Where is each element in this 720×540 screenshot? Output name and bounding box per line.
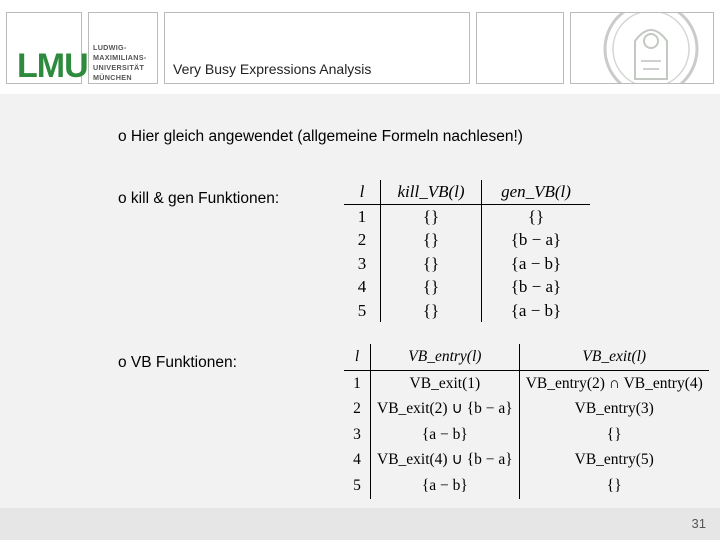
table-cell: {} — [606, 476, 622, 494]
table-row — [344, 204, 590, 228]
table-cell: {} — [381, 228, 482, 252]
table-row — [344, 396, 709, 422]
column-header: VB_exit(l) — [519, 344, 709, 370]
table-cell: {} — [381, 275, 482, 299]
page-number: 31 — [691, 516, 706, 531]
table-cell: 3 — [344, 422, 371, 448]
table-cell: 5 — [344, 473, 371, 499]
logo-box — [6, 12, 88, 85]
table-cell: {} — [381, 204, 482, 228]
table-cell: 3 — [344, 252, 381, 276]
table-cell: {} — [381, 252, 482, 276]
university-line: UNIVERSITÄT — [93, 63, 145, 72]
university-line: LUDWIG- — [93, 43, 127, 52]
table-row — [344, 299, 590, 323]
table-header-row — [344, 180, 590, 204]
table-row — [344, 473, 709, 499]
table-row — [344, 370, 709, 396]
table-cell: VB_entry(3) — [574, 400, 654, 418]
table-row — [344, 228, 590, 252]
table-cell: {a − b} — [510, 253, 562, 273]
table-cell: VB_entry(2) ∩ VB_entry(4) — [525, 374, 703, 392]
table-row — [344, 252, 590, 276]
table-cell: {a − b} — [371, 422, 520, 448]
bullet-vb: o VB Funktionen: — [118, 354, 237, 371]
table-cell: {} — [606, 425, 622, 443]
table-cell: 4 — [344, 275, 381, 299]
column-header: VB_entry(l) — [371, 344, 520, 370]
table-row — [344, 275, 590, 299]
university-name-box — [88, 12, 158, 84]
column-header: l — [344, 180, 381, 204]
table-cell: {} — [527, 206, 545, 226]
university-seal-icon — [591, 12, 711, 84]
bullet-formulas: o Hier gleich angewendet (allgemeine Formeln nachlesen!) — [118, 128, 523, 145]
lmu-logo: LMU — [17, 47, 88, 85]
title-box — [164, 12, 470, 84]
table-cell: VB_exit(1) — [371, 370, 520, 396]
kill-gen-table — [344, 180, 590, 322]
table-cell: VB_entry(5) — [574, 451, 654, 469]
vb-functions-table — [344, 344, 709, 499]
table-cell: {b − a} — [510, 230, 562, 249]
table-cell: 2 — [344, 228, 381, 252]
table-row — [344, 447, 709, 473]
university-line: MAXIMILIANS- — [93, 53, 147, 62]
slide-title: Very Busy Expressions Analysis — [173, 61, 372, 77]
column-header: kill_VB(l) — [381, 180, 482, 204]
header — [0, 0, 720, 94]
footer — [0, 508, 720, 540]
table-row — [344, 422, 709, 448]
table-header-row — [344, 344, 709, 370]
table-cell: 1 — [344, 204, 381, 228]
table-cell: VB_exit(2) ∪ {b − a} — [371, 396, 520, 422]
table-cell: {} — [381, 299, 482, 323]
table-cell: 1 — [344, 370, 371, 396]
table-cell: {a − b} — [510, 300, 562, 320]
seal-box — [570, 12, 714, 84]
table-cell: VB_exit(4) ∪ {b − a} — [371, 447, 520, 473]
table-cell: {a − b} — [371, 473, 520, 499]
university-line: MÜNCHEN — [93, 73, 132, 82]
column-header: l — [344, 344, 371, 370]
table-cell: {b − a} — [510, 277, 562, 296]
table-cell: 4 — [344, 447, 371, 473]
column-header: gen_VB(l) — [482, 180, 591, 204]
table-cell: 5 — [344, 299, 381, 323]
bullet-kill-gen: o kill & gen Funktionen: — [118, 190, 280, 207]
table-cell: 2 — [344, 396, 371, 422]
header-spacer-box — [476, 12, 564, 84]
